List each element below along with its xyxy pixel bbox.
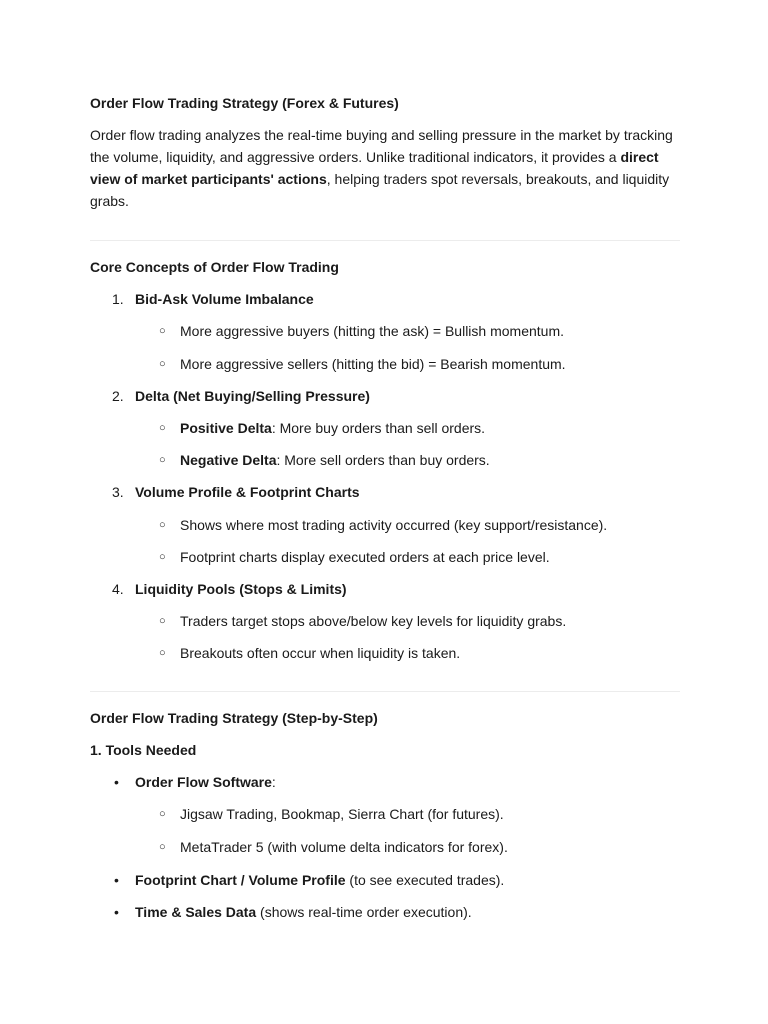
intro-paragraph — [90, 124, 680, 212]
sub-text: : More sell orders than buy orders. — [276, 452, 490, 468]
circle-bullet-icon: ○ — [159, 615, 166, 627]
core-item-3 — [90, 481, 680, 503]
tools-item-software — [90, 771, 680, 793]
dot-bullet-icon: • — [114, 872, 119, 888]
sub-text: : More buy orders than sell orders. — [271, 420, 486, 436]
core-item-4-number: 4. — [112, 581, 124, 597]
sub-bold: Negative Delta — [180, 452, 277, 468]
core-item-3-number: 3. — [112, 484, 124, 500]
core-item-1-label: Bid-Ask Volume Imbalance — [135, 291, 314, 307]
circle-bullet-icon: ○ — [159, 647, 166, 659]
core-concepts-heading: Core Concepts of Order Flow Trading — [90, 259, 339, 275]
core-item-3-sub-1 — [90, 514, 680, 536]
sub-bold: Positive Delta — [180, 420, 272, 436]
circle-bullet-icon: ○ — [159, 454, 166, 466]
core-item-1 — [90, 288, 680, 310]
sub-text: Traders target stops above/below key levels for liquidity grabs. — [180, 613, 567, 629]
software-text: : — [271, 774, 276, 790]
core-item-4-label: Liquidity Pools (Stops & Limits) — [135, 581, 347, 597]
document-page — [90, 92, 680, 923]
dot-bullet-icon: • — [114, 904, 119, 920]
core-item-1-number: 1. — [112, 291, 124, 307]
core-item-2-sub-1 — [90, 417, 680, 439]
core-item-3-label: Volume Profile & Footprint Charts — [135, 484, 360, 500]
software-bold: Order Flow Software — [135, 774, 272, 790]
circle-bullet-icon: ○ — [159, 422, 166, 434]
tools-item-footprint — [90, 869, 680, 891]
sub-text: More aggressive buyers (hitting the ask) = Bullish momentum. — [180, 323, 564, 339]
intro-text-1: Order flow trading analyzes the real-time buying and selling pressure in the market by tracking the volume, liquidity, and aggressive orders. Unlike traditional indicators, it provides a — [90, 127, 673, 165]
sub-text: Breakouts often occur when liquidity is taken. — [180, 645, 461, 661]
footprint-text: (to see executed trades). — [345, 872, 505, 888]
tools-item-timesales — [90, 901, 680, 923]
intro-text-2: , helping traders spot reversals, breakouts, and liquidity grabs. — [90, 171, 670, 209]
sub-text: Footprint charts display executed orders at each price level. — [180, 549, 550, 565]
core-item-4-sub-2 — [90, 642, 680, 664]
core-item-2-label: Delta (Net Buying/Selling Pressure) — [135, 388, 370, 404]
circle-bullet-icon: ○ — [159, 841, 166, 853]
core-item-2 — [90, 385, 680, 407]
core-item-1-sub-2 — [90, 353, 680, 375]
timesales-text: (shows real-time order execution). — [256, 904, 472, 920]
sub-text: Shows where most trading activity occurred (key support/resistance). — [180, 517, 608, 533]
sub-text: MetaTrader 5 (with volume delta indicators for forex). — [180, 839, 508, 855]
section-divider-2 — [90, 691, 680, 692]
software-sub-1 — [90, 803, 680, 825]
circle-bullet-icon: ○ — [159, 808, 166, 820]
core-item-2-number: 2. — [112, 388, 124, 404]
circle-bullet-icon: ○ — [159, 325, 166, 337]
core-item-2-sub-2 — [90, 449, 680, 471]
section-divider-1 — [90, 240, 680, 241]
tools-heading: 1. Tools Needed — [90, 742, 197, 758]
circle-bullet-icon: ○ — [159, 551, 166, 563]
intro-bold: direct view of market participants' actions — [90, 149, 659, 187]
core-item-3-sub-2 — [90, 546, 680, 568]
document-title: Order Flow Trading Strategy (Forex & Futures) — [90, 95, 399, 111]
circle-bullet-icon: ○ — [159, 519, 166, 531]
sub-text: More aggressive sellers (hitting the bid) = Bearish momentum. — [180, 356, 566, 372]
core-item-4 — [90, 578, 680, 600]
sub-text: Jigsaw Trading, Bookmap, Sierra Chart (for futures). — [180, 806, 504, 822]
core-item-4-sub-1 — [90, 610, 680, 632]
core-item-1-sub-1 — [90, 320, 680, 342]
footprint-bold: Footprint Chart / Volume Profile — [135, 872, 346, 888]
circle-bullet-icon: ○ — [159, 358, 166, 370]
dot-bullet-icon: • — [114, 774, 119, 790]
software-sub-2 — [90, 836, 680, 858]
strategy-heading: Order Flow Trading Strategy (Step-by-Step) — [90, 710, 378, 726]
timesales-bold: Time & Sales Data — [135, 904, 257, 920]
